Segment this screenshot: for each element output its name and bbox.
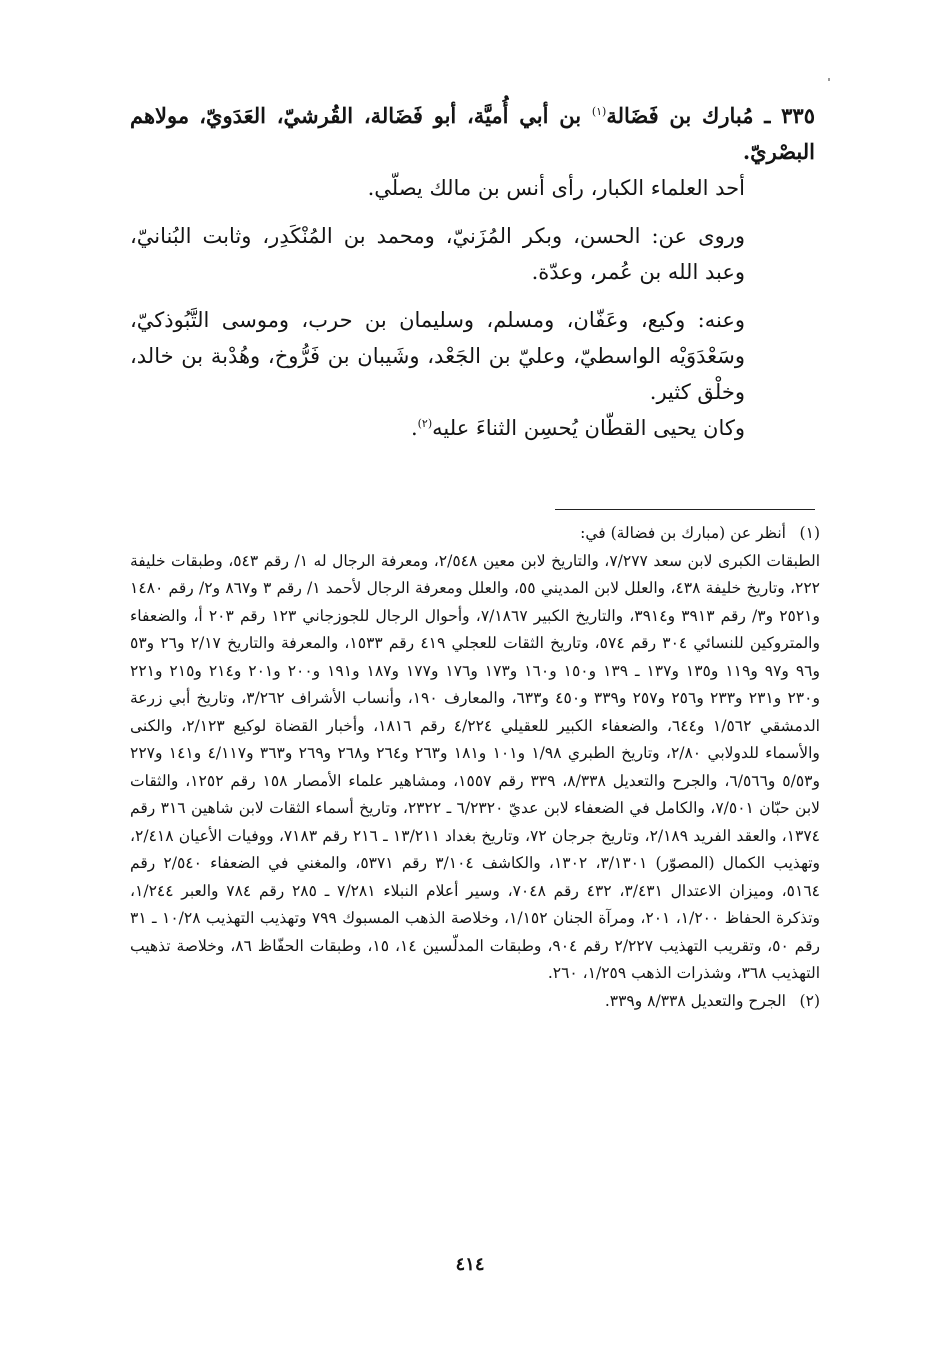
entry-heading-paragraph	[130, 98, 815, 170]
entry-heading-rest: بن أبي أُميَّة، أبو فَضَالة، القُرشيّ، العَدَويّ،	[199, 103, 592, 128]
entry-paragraph-narrators: وعنه: وكيع، وعَفّان، ومسلم، وسليمان بن حرب، وموسى التَّبُوذكيّ، وسَعْدَوَيْه الواسطيّ، وعليّ بن الجَعْد، وشَيبان بن فَرُّوخ، وهُدْبة بن خالد، وخلْق كثير.	[130, 308, 745, 404]
entry-paragraph-4-end: .	[410, 416, 418, 440]
entry-heading-line2: مولاهم البصْريّ.	[130, 103, 815, 164]
footnote-separator	[555, 509, 815, 510]
footnote-ref-1[interactable]: (١)	[591, 105, 607, 118]
footnote-1-text: الطبقات الكبرى لابن سعد ٧/٢٧٧، والتاريخ لابن معين ٢/٥٤٨، ومعرفة الرجال له ١/ رقم ٥٤٣، وطبقات خليفة ٢٢٢، وتاريخ خليفة ٤٣٨، والعلل لابن المديني ٥٥، والعلل ومعرفة الرجال لأحمد ١/ رقم ٣ و٨٦٧ و٢/ رقم ١٤٨٠ و٢٥٢١ و٣/ رقم ٣٩١٣ و٣٩١٤، والتاريخ الكبير ٧/١٨٦٧، وأحوال الرجال للجوزجاني ١٢٣ رقم ٢٠٣ أ، والضعفاء والمتروكين للنسائي ٣٠٤ رقم ٥٧٤، وتاريخ الثقات للعجلي ٤١٩ رقم ١٥٣٣، والمعرفة والتاريخ ٢/١٧ و٢٦ و٥٣ و٩٦ و٩٧ و١١٩ و١٣٥ و١٣٧ ـ ١٣٩ و١٥٠ و١٦٠ و١٧٣ و١٧٦ و١٧٧ و١٨٧ و١٩١ و٢٠٠ و٢٠١ و٢١٤ و٢١٥ و٢٢١ و٢٣٠ و٢٣١ و٢٣٣ و٢٥٦ و٢٥٧ و٣٣٩ و٤٥٠ و٦٣٣، والمعارف ١٩٠، وأنساب الأشراف ٣/٢٦٢، وتاريخ أبي زرعة الدمشقي ١/٥٦٢ و٦٤٤، والضعفاء الكبير للعقيلي ٤/٢٢٤ رقم ١٨١٦، وأخبار القضاة لوكيع ٢/١٢٣، والكنى والأسماء للدولابي ٢/٨٠، وتاريخ الطبري ١/٩٨ و١٠١ و١٨١ و٢٦٣ و٢٦٤ و٢٦٨ و٢٦٩ و٣٦٣ و٤/١١٧ و١٤١ و٢٢٧ و٥/٥٣ و٦/٥٦٦، والجرح والتعديل ٨/٣٣٨، ٣٣٩ رقم ١٥٥٧، ومشاهير علماء الأمصار ١٥٨ رقم ١٢٥٢، والثقات لابن حبّان ٧/٥٠١، والكامل في الضعفاء لابن عديّ ٦/٢٣٢٠ ـ ٢٣٢٢، وتاريخ أسماء الثقات لابن شاهين ٣١٦ رقم ١٣٧٤، والعقد الفريد ٢/١٨٩، وتاريخ جرجان ٧٢، وتاريخ بغداد ١٣/٢١١ ـ ٢١٦ رقم ٧١٨٣، ووفيات الأعيان ٢/٤١٨، وتهذيب الكمال (المصوّر) ٣/١٣٠١، ١٣٠٢، والكاشف ٣/١٠٤ رقم ٥٣٧١، والمغني في الضعفاء ٢/٥٤٠ رقم ٥١٦٤، وميزان الاعتدال ٣/٤٣١، ٤٣٢ رقم ٧٠٤٨، وسير أعلام النبلاء ٧/٢٨١ ـ ٢٨٥ رقم ٧٨٤ والعبر ١/٢٤٤، وتذكرة الحفاظ ١/٢٠٠، ٢٠١، ومرآة الجنان ١/١٥٢، وخلاصة الذهب المسبوك ٧٩٩ وتهذيب التهذيب ١٠/٢٨ ـ ٣١ رقم ٥٠، وتقريب التهذيب ٢/٢٢٧ رقم ٩٠٤، وطبقات المدلّسين ١٤، ١٥، وطبقات الحفّاظ ٨٦، وخلاصة تذهيب التهذيب ٣٦٨، وشذرات الذهب ١/٢٥٩، ٢٦٠.	[130, 551, 821, 982]
footnote-1-intro: أنظر عن (مبارك بن فضالة) في:	[580, 524, 786, 542]
footnote-1-number: (١)	[799, 524, 820, 542]
biography-entry	[130, 98, 815, 446]
page-number: ٤١٤	[455, 1254, 485, 1275]
footnote-2-text: الجرح والتعديل ٨/٣٣٨ و٣٣٩.	[604, 991, 786, 1010]
entry-paragraph-4-text: وكان يحيى القطّان يُحسِن الثناءَ عليه	[432, 416, 745, 440]
entry-paragraph-narrated-from: وروى عن: الحسن، وبكر المُزَنيّ، ومحمد بن المُنْكَدِر، وثابت البُنانيّ، وعبد الله بن عُمر، وعدّة.	[130, 224, 745, 284]
footnote-2	[130, 988, 820, 1016]
footnotes	[130, 520, 820, 1015]
entry-paragraph-1: أحد العلماء الكبار، رأى أنس بن مالك يصلّي.	[367, 176, 745, 200]
scan-mark	[828, 78, 830, 81]
footnote-1	[130, 520, 820, 548]
footnote-ref-2[interactable]: (٢)	[417, 417, 433, 430]
entry-paragraph-4	[130, 410, 815, 446]
entry-heading: ٣٣٥ ـ مُبارك بن فَضَالة	[606, 103, 815, 128]
footnote-2-number: (٢)	[799, 991, 820, 1010]
